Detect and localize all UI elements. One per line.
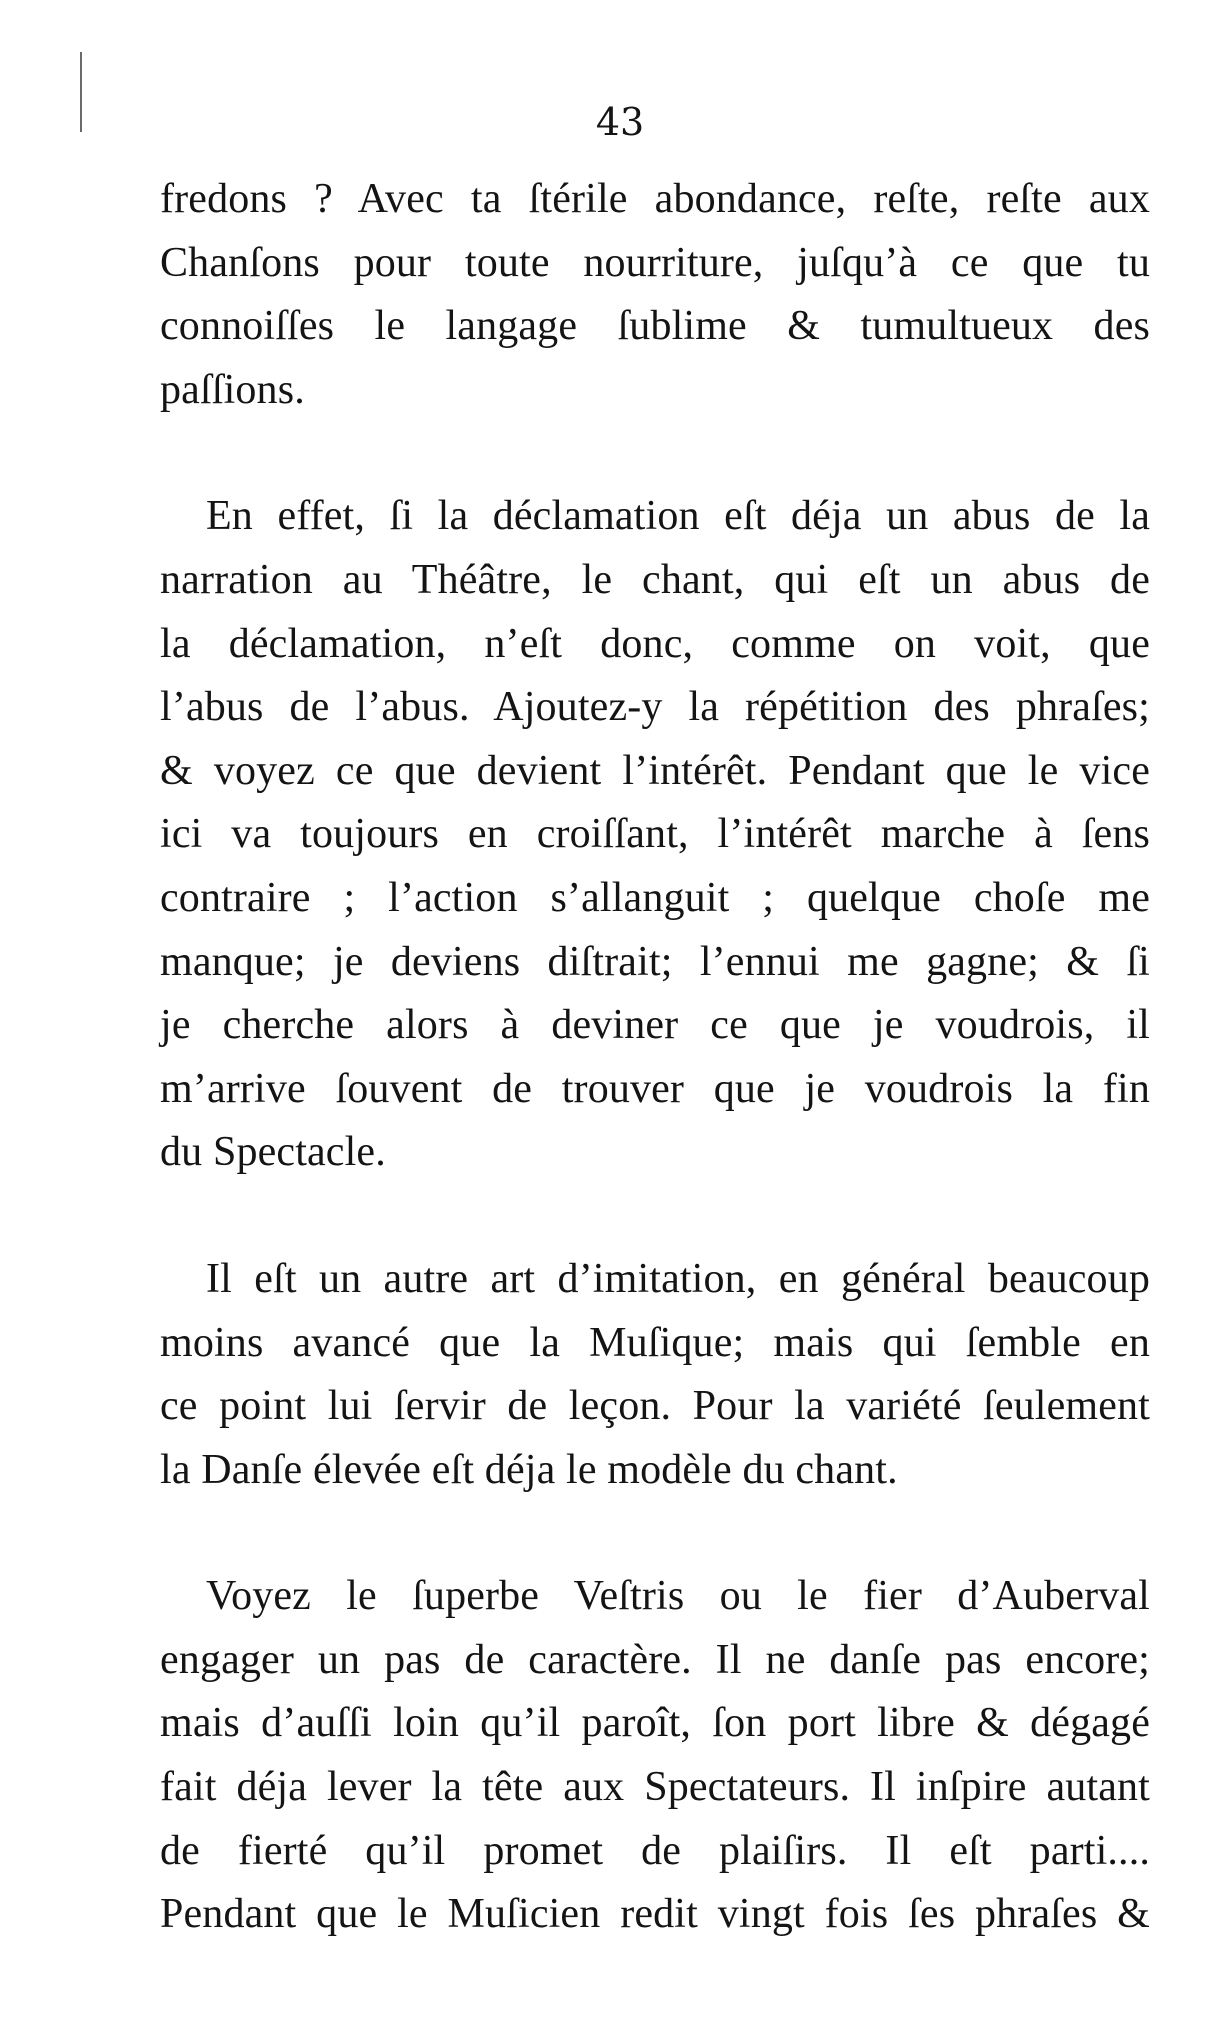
text-line: fait déja lever la tête aux Spectateurs. Il inſpire autant (160, 1764, 1150, 1811)
text-line: ici va toujours en croiſſant, l’intérêt marche à ſens (160, 811, 1150, 858)
text-line: je cherche alors à deviner ce que je voudrois, il (160, 1002, 1150, 1049)
text-line: Il eſt un autre art d’imitation, en général beaucoup (206, 1255, 1150, 1302)
text-line: m’arrive ſouvent de trouver que je voudrois la fin (160, 1065, 1150, 1112)
text-line: paſſions. (160, 366, 305, 413)
text-line: la Danſe élevée eſt déja le modèle du chant. (160, 1446, 898, 1493)
paragraph-2 (160, 485, 1150, 1185)
text-line: du Spectacle. (160, 1129, 386, 1176)
paragraph-4 (160, 1565, 1150, 1947)
text-line: narration au Théâtre, le chant, qui eſt un abus de (160, 556, 1150, 603)
text-line: En effet, ſi la déclamation eſt déja un abus de la (206, 493, 1150, 540)
text-line: & voyez ce que devient l’intérêt. Pendant que le vice (160, 747, 1150, 794)
text-line: de fierté qu’il promet de plaiſirs. Il eſt parti.... (160, 1827, 1150, 1874)
text-line: la déclamation, n’eſt donc, comme on voit, que (160, 620, 1150, 667)
text-line: Voyez le ſuperbe Veſtris ou le fier d’Auberval (206, 1573, 1150, 1620)
text-line: l’abus de l’abus. Ajoutez-y la répétition des phraſes; (160, 684, 1150, 731)
margin-mark (80, 52, 82, 132)
text-line: ce point lui ſervir de leçon. Pour la variété ſeulement (160, 1383, 1150, 1430)
text-line: fredons ? Avec ta ſtérile abondance, reſte, reſte aux (160, 176, 1150, 222)
text-line: mais d’auſſi loin qu’il paroît, ſon port libre & dégagé (160, 1700, 1150, 1747)
text-line: Pendant que le Muſicien redit vingt fois ſes phraſes & (160, 1891, 1150, 1938)
text-line: manque; je deviens diſtrait; l’ennui me gagne; & ſi (160, 938, 1150, 985)
text-line: contraire ; l’action s’allanguit ; quelque choſe me (160, 874, 1150, 921)
text-line: moins avancé que la Muſique; mais qui ſemble en (160, 1319, 1150, 1366)
body-text (160, 168, 1150, 1947)
page-number: 43 (595, 100, 645, 144)
text-line: engager un pas de caractère. Il ne danſe pas encore; (160, 1636, 1150, 1683)
paragraph-3 (160, 1248, 1150, 1502)
text-line: Chanſons pour toute nourriture, juſqu’à ce que tu (160, 239, 1150, 286)
paragraph-1 (160, 168, 1150, 422)
text-line: connoiſſes le langage ſublime & tumultueux des (160, 303, 1150, 350)
